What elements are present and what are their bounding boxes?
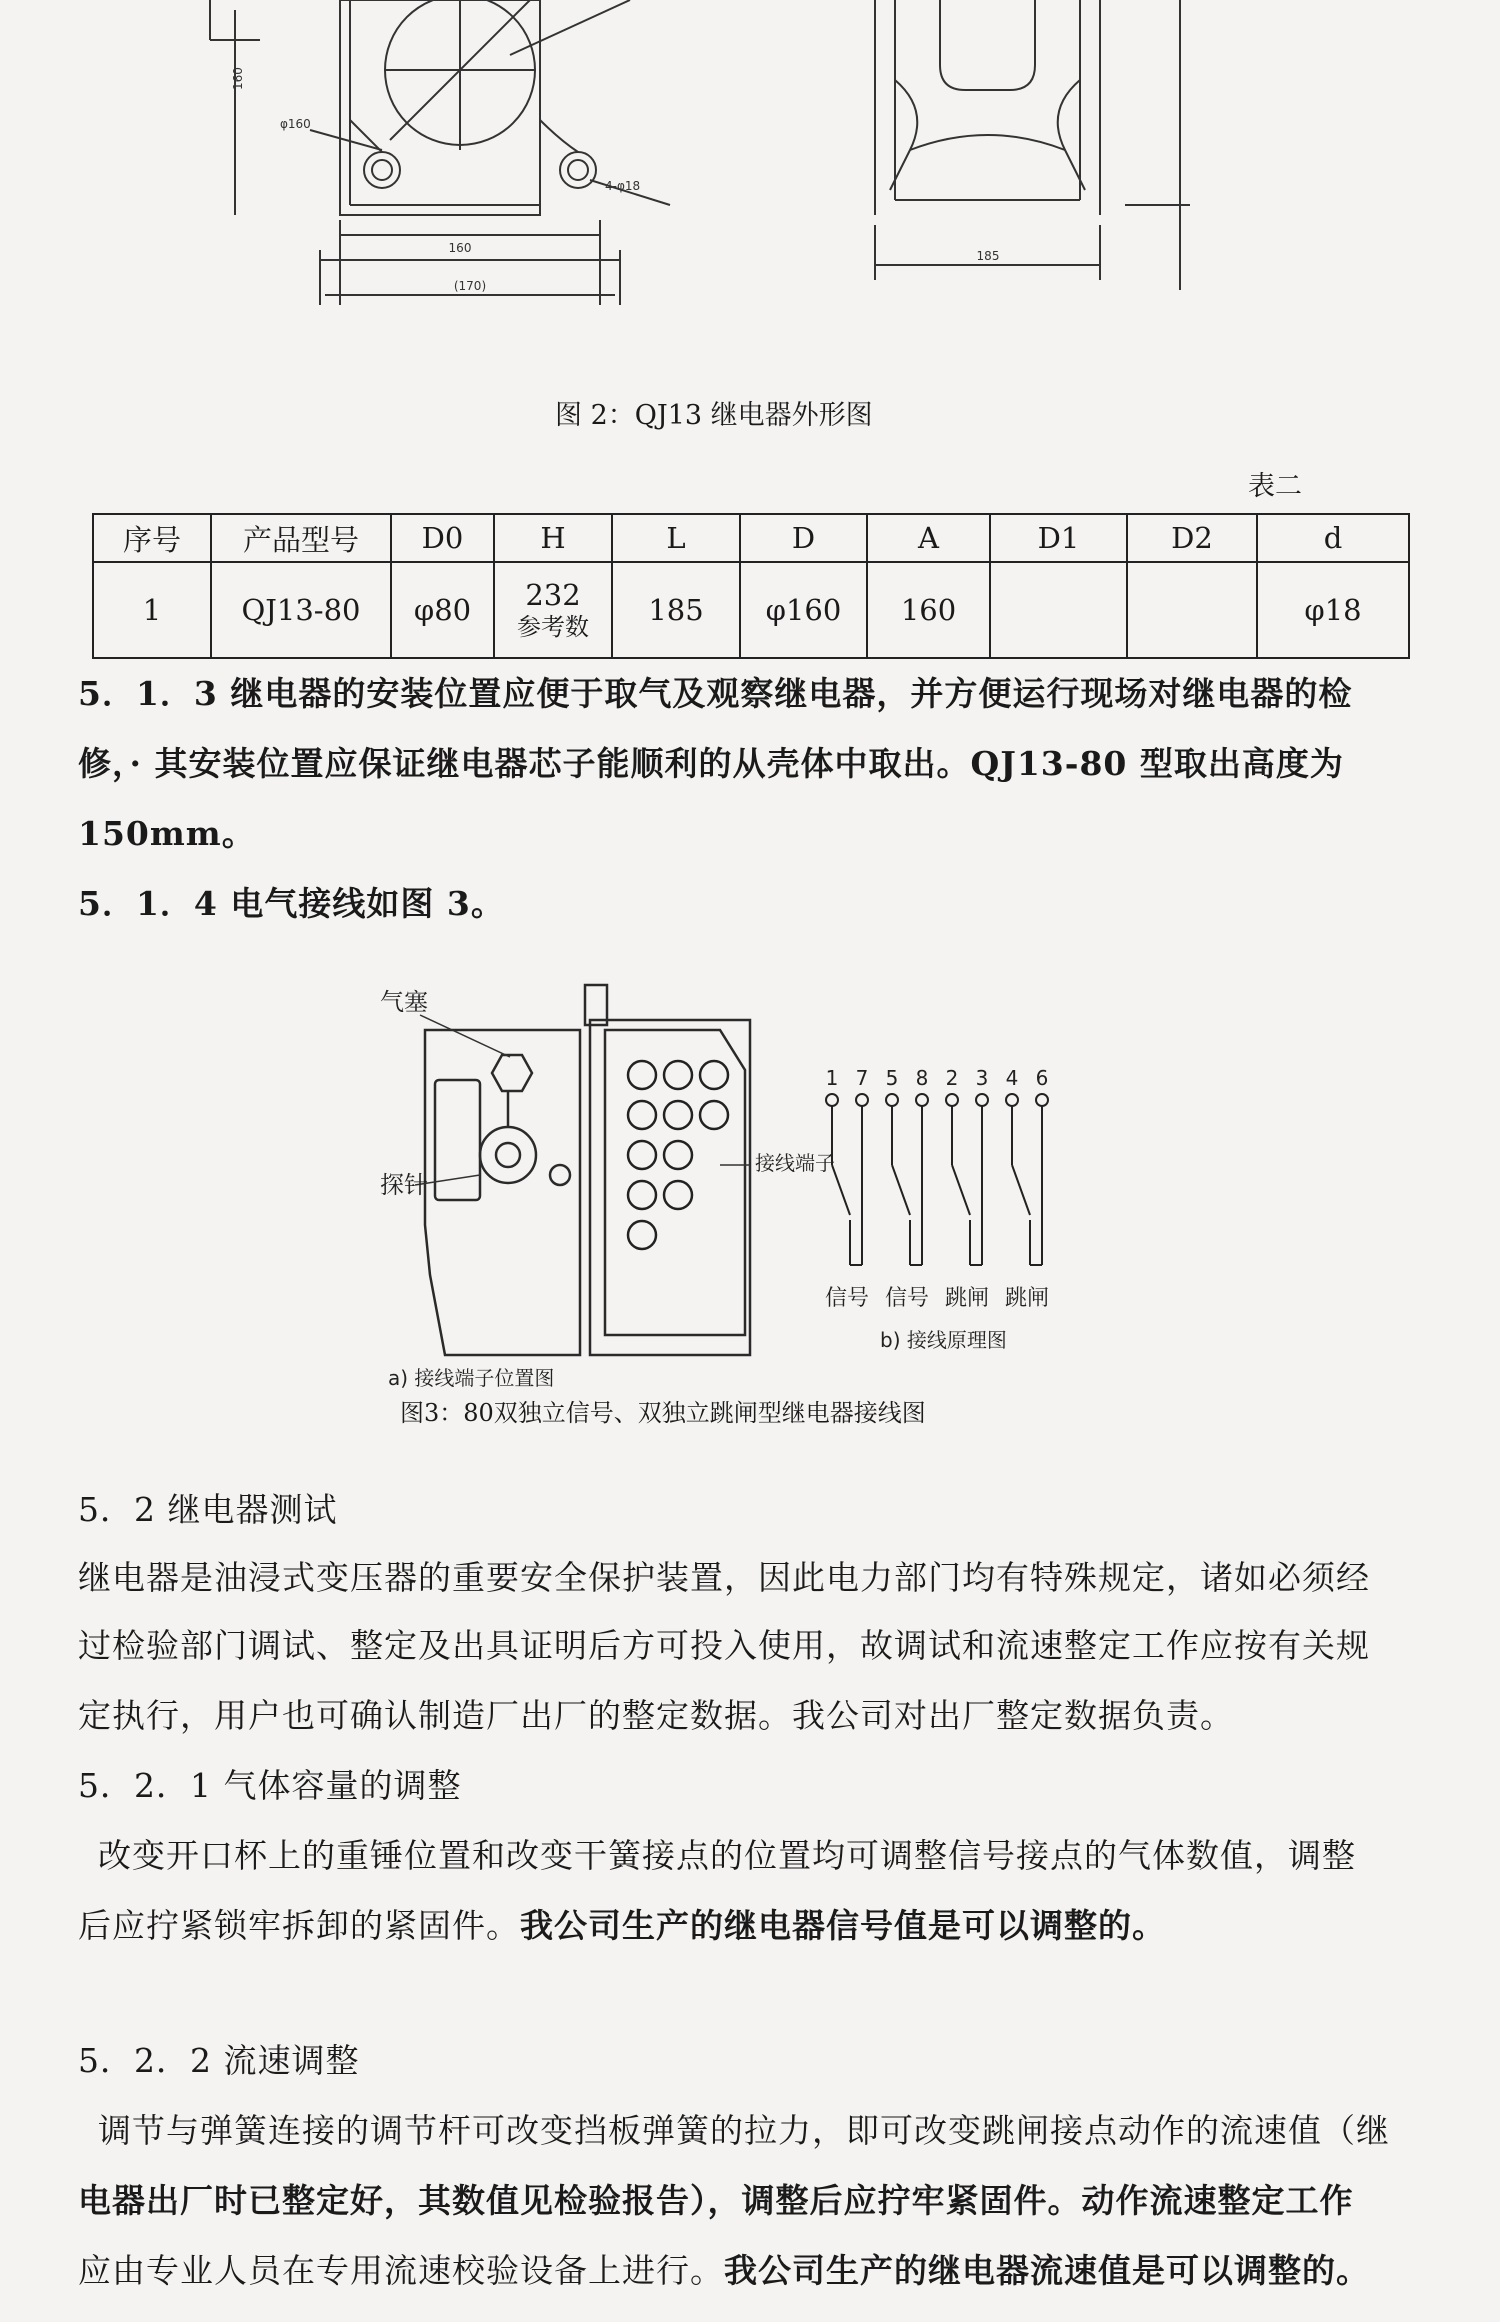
header-cell: d	[1257, 514, 1409, 562]
cell-h	[494, 562, 612, 658]
header-cell: H	[494, 514, 612, 562]
header-cell: D	[740, 514, 867, 562]
cell-d1	[990, 562, 1127, 658]
group-label: 跳闸	[1004, 1286, 1050, 1311]
cell-d: φ160	[740, 562, 867, 658]
sec522-line1: 调节与弹簧连接的调节杆可改变挡板弹簧的拉力，即可改变跳闸接点动作的流速值（继	[98, 2111, 1390, 2150]
table-row	[93, 562, 1409, 658]
dim-w170: (170)	[453, 279, 487, 293]
dim-d160: φ160	[280, 117, 311, 131]
figure2-caption: 图 2：QJ13 继电器外形图	[555, 400, 873, 431]
cell-d0: φ80	[391, 562, 494, 658]
sec521-line2	[78, 1900, 1166, 1947]
cell-dd: φ18	[1257, 562, 1409, 658]
group-label: 跳闸	[944, 1286, 990, 1311]
terminal-number: 7	[855, 1066, 869, 1090]
header-cell: A	[867, 514, 990, 562]
caption-a: a) 接线端子位置图	[388, 1366, 555, 1390]
sec522-line3-normal: 应由专业人员在专用流速校验设备上进行。	[78, 2251, 724, 2290]
sec52-line2: 过检验部门调试、整定及出具证明后方可投入使用，故调试和流速整定工作应按有关规	[78, 1626, 1370, 1665]
figure2-drawing	[150, 0, 1230, 340]
sec513-line2: 修，· 其安装位置应保证继电器芯子能顺利的从壳体中取出。QJ13-80 型取出高度为	[78, 744, 1344, 783]
dim-w160: 160	[448, 241, 472, 255]
terminal-number: 1	[825, 1066, 839, 1090]
header-cell: 序号	[93, 514, 211, 562]
group-label: 信号	[824, 1286, 870, 1311]
label-terminal: 接线端子	[755, 1151, 835, 1175]
header-cell: L	[612, 514, 740, 562]
sec513-line3: 150mm。	[78, 814, 256, 853]
sec522-title: 5．2．2 流速调整	[78, 2041, 360, 2080]
figure3-caption: 图3：80双独立信号、双独立跳闸型继电器接线图	[400, 1399, 926, 1427]
cell-h-value: 232	[525, 578, 581, 612]
sec522-line3	[78, 2245, 1370, 2292]
spec-table	[92, 513, 1410, 659]
terminal-number: 5	[885, 1066, 899, 1090]
cell-l: 185	[612, 562, 740, 658]
terminal-number: 8	[915, 1066, 929, 1090]
header-cell: D1	[990, 514, 1127, 562]
header-cell: D0	[391, 514, 494, 562]
dim-h160: 160	[231, 67, 245, 90]
terminal-number: 3	[975, 1066, 989, 1090]
table2-label: 表二	[1248, 471, 1302, 502]
spec-table-header	[93, 514, 1409, 562]
sec522-line2: 电器出厂时已整定好，其数值见检验报告），调整后应拧牢紧固件。动作流速整定工作	[78, 2181, 1354, 2220]
dim-w185: 185	[976, 249, 1000, 263]
cell-model: QJ13-80	[211, 562, 391, 658]
label-probe: 探针	[380, 1171, 428, 1199]
cell-a: 160	[867, 562, 990, 658]
sec514-heading: 5．1．4 电气接线如图 3。	[78, 884, 505, 923]
sec522-line3-bold: 我公司生产的继电器流速值是可以调整的。	[724, 2251, 1370, 2290]
header-cell: 产品型号	[211, 514, 391, 562]
figure3-drawing	[380, 975, 1100, 1405]
terminal-number: 6	[1035, 1066, 1049, 1090]
sec513-line1: 5．1．3 继电器的安装位置应便于取气及观察继电器，并方便运行现场对继电器的检	[78, 674, 1353, 713]
cell-no: 1	[93, 562, 211, 658]
terminal-number: 2	[945, 1066, 959, 1090]
terminal-number: 4	[1005, 1066, 1019, 1090]
header-cell: D2	[1127, 514, 1257, 562]
sec521-line2-normal: 后应拧紧锁牢拆卸的紧固件。	[78, 1906, 520, 1945]
caption-b: b) 接线原理图	[880, 1328, 1007, 1352]
dim-d18: 4-φ18	[605, 179, 641, 193]
sec521-line2-bold: 我公司生产的继电器信号值是可以调整的。	[520, 1906, 1166, 1945]
group-label: 信号	[884, 1286, 930, 1311]
cell-h-note: 参考数	[517, 613, 589, 641]
sec521-line1: 改变开口杯上的重锤位置和改变干簧接点的位置均可调整信号接点的气体数值，调整	[98, 1836, 1356, 1875]
cell-d2	[1127, 562, 1257, 658]
sec52-line1: 继电器是油浸式变压器的重要安全保护装置，因此电力部门均有特殊规定，诸如必须经	[78, 1558, 1370, 1597]
sec52-title: 5．2 继电器测试	[78, 1490, 338, 1529]
sec52-line3: 定执行，用户也可确认制造厂出厂的整定数据。我公司对出厂整定数据负责。	[78, 1696, 1234, 1735]
sec521-title: 5．2．1 气体容量的调整	[78, 1766, 462, 1805]
label-plug: 气塞	[380, 988, 428, 1016]
